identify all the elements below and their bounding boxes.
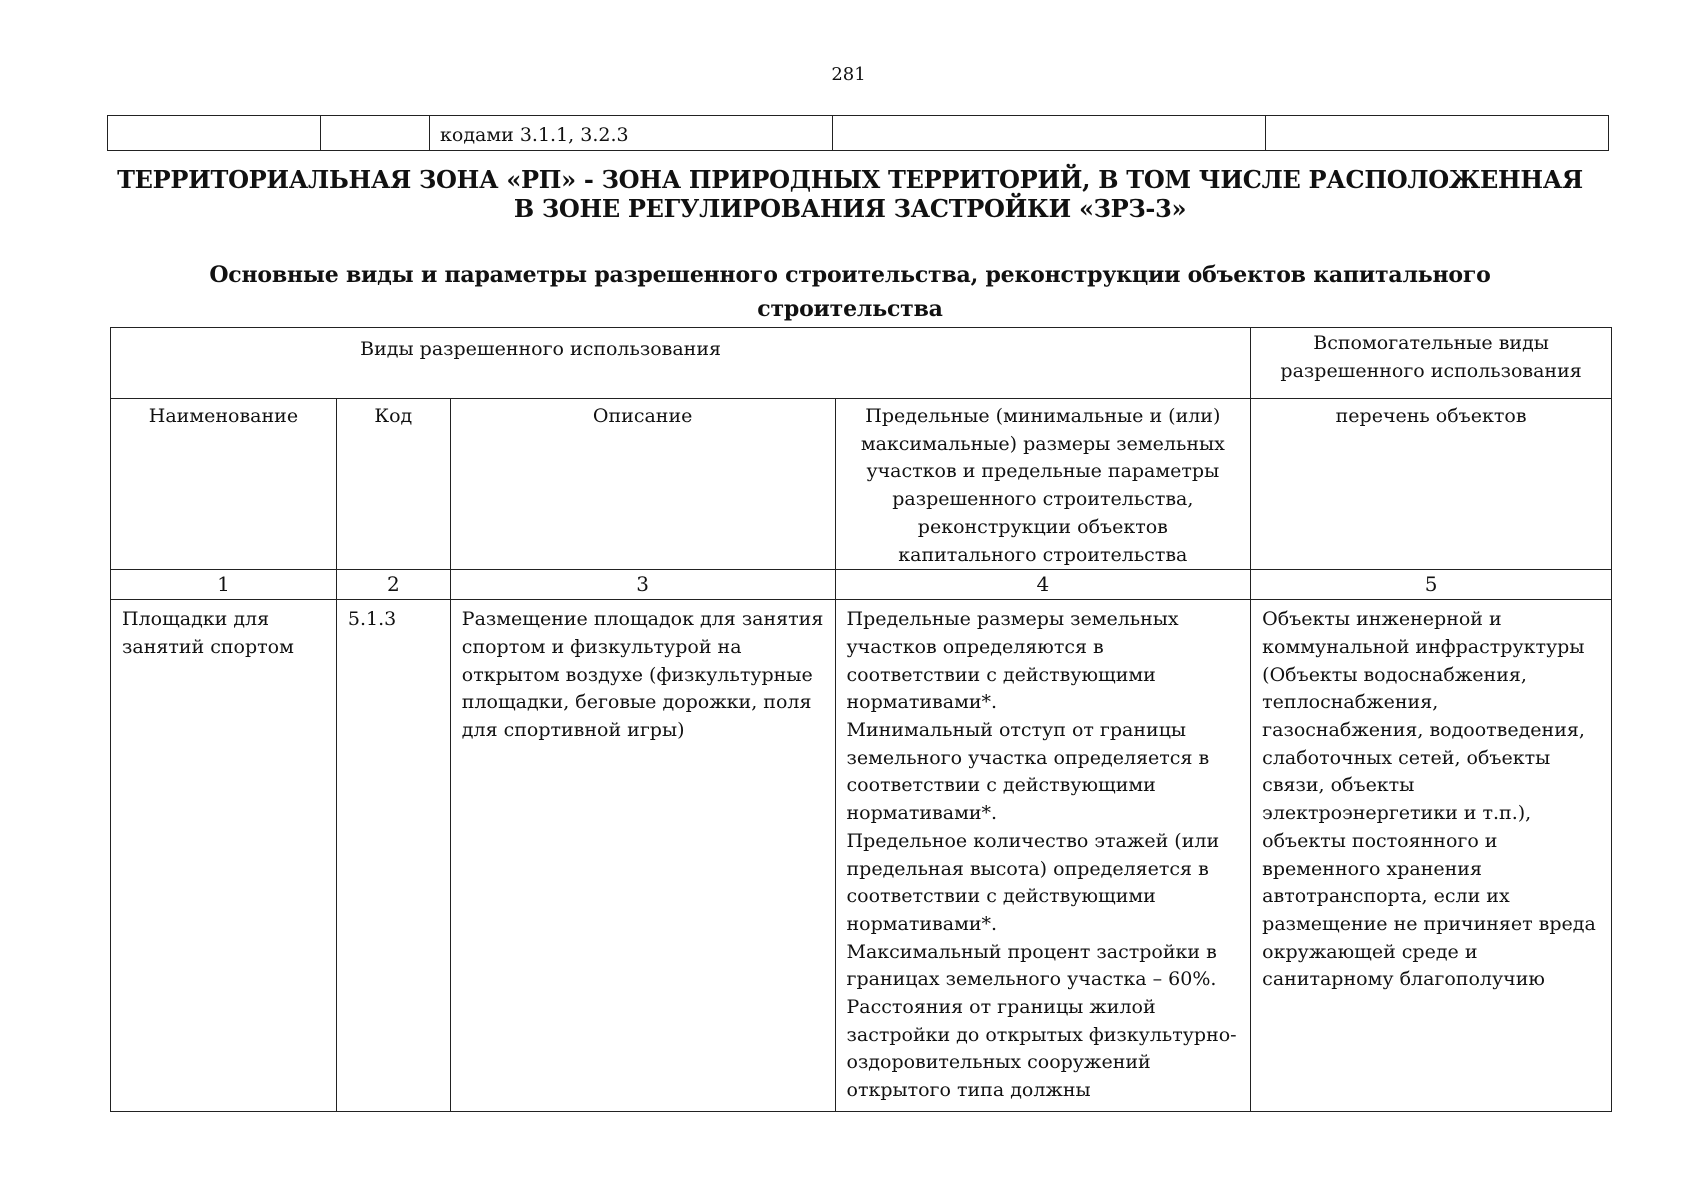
parameter-line: Минимальный отступ от границы земельного участка определяется в соответствии с действующими нормативами*. — [846, 719, 1210, 825]
parameter-line: Предельное количество этажей (или предельная высота) определяется в соответствии с действующими нормативами*. — [846, 829, 1220, 935]
section-title-line-1: Основные виды и параметры разрешенного строительства, реконструкции объектов капитального — [209, 262, 1491, 288]
continuation-cell-4 — [833, 116, 1266, 151]
column-number-1: 1 — [111, 570, 337, 600]
column-number-3: 3 — [450, 570, 835, 600]
group-header-permitted-uses: Виды разрешенного использования — [111, 328, 1251, 399]
zone-title-line-2: В ЗОНЕ РЕГУЛИРОВАНИЯ ЗАСТРОЙКИ «ЗРЗ-3» — [513, 194, 1187, 223]
continuation-cell-1 — [108, 116, 321, 151]
table-column-number-row — [111, 570, 1612, 600]
column-header-description: Описание — [450, 399, 835, 570]
column-header-object-list: перечень объектов — [1251, 399, 1612, 570]
table-column-header-row — [111, 399, 1612, 570]
parameter-line: Максимальный процент застройки в границах земельного участка – 60%. — [846, 940, 1217, 991]
zone-title — [100, 165, 1600, 223]
continuation-cell-3: кодами 3.1.1, 3.2.3 — [430, 116, 833, 151]
section-title — [200, 258, 1500, 326]
column-number-5: 5 — [1251, 570, 1612, 600]
column-number-4: 4 — [835, 570, 1251, 600]
column-header-parameters: Предельные (минимальные и (или) максимальные) размеры земельных участков и предельные параметры разрешенного строительства, реконструкции объектов капитального строительства — [835, 399, 1251, 570]
zone-title-line-1: ТЕРРИТОРИАЛЬНАЯ ЗОНА «РП» - ЗОНА ПРИРОДНЫХ ТЕРРИТОРИЙ, В ТОМ ЧИСЛЕ РАСПОЛОЖЕННАЯ — [117, 165, 1583, 194]
row-description: Размещение площадок для занятия спортом и физкультурой на открытом воздухе (физкультурные площадки, беговые дорожки, поля для спортивной игры) — [450, 600, 835, 1112]
row-auxiliary-objects: Объекты инженерной и коммунальной инфраструктуры (Объекты водоснабжения, теплоснабжения, газоснабжения, водоотведения, слаботочных сетей, объекты связи, объекты электроэнергетики и т.п.), объекты постоянного и временного хранения автотранспорта, если их размещение не причиняет вреда окружающей среде и санитарному благополучию — [1251, 600, 1612, 1112]
table-group-header-row — [111, 328, 1612, 399]
section-title-line-2: строительства — [757, 296, 943, 322]
continuation-table-row — [107, 115, 1609, 151]
row-code: 5.1.3 — [336, 600, 450, 1112]
parameter-line: Расстояния от границы жилой застройки до открытых физкультурно-оздоровительных сооружений открытого типа должны — [846, 996, 1237, 1102]
row-name: Площадки для занятий спортом — [111, 600, 337, 1112]
group-header-auxiliary-uses: Вспомогательные виды разрешенного использования — [1251, 328, 1612, 399]
row-parameters — [835, 600, 1251, 1112]
continuation-cell-2 — [321, 116, 430, 151]
permitted-use-table — [110, 327, 1612, 1112]
column-number-2: 2 — [336, 570, 450, 600]
parameter-line: Предельные размеры земельных участков определяются в соответствии с действующими нормативами*. — [846, 608, 1179, 714]
column-header-name: Наименование — [111, 399, 337, 570]
column-header-code: Код — [336, 399, 450, 570]
page-number: 281 — [831, 64, 866, 85]
continuation-cell-5 — [1266, 116, 1609, 151]
table-row — [111, 600, 1612, 1112]
